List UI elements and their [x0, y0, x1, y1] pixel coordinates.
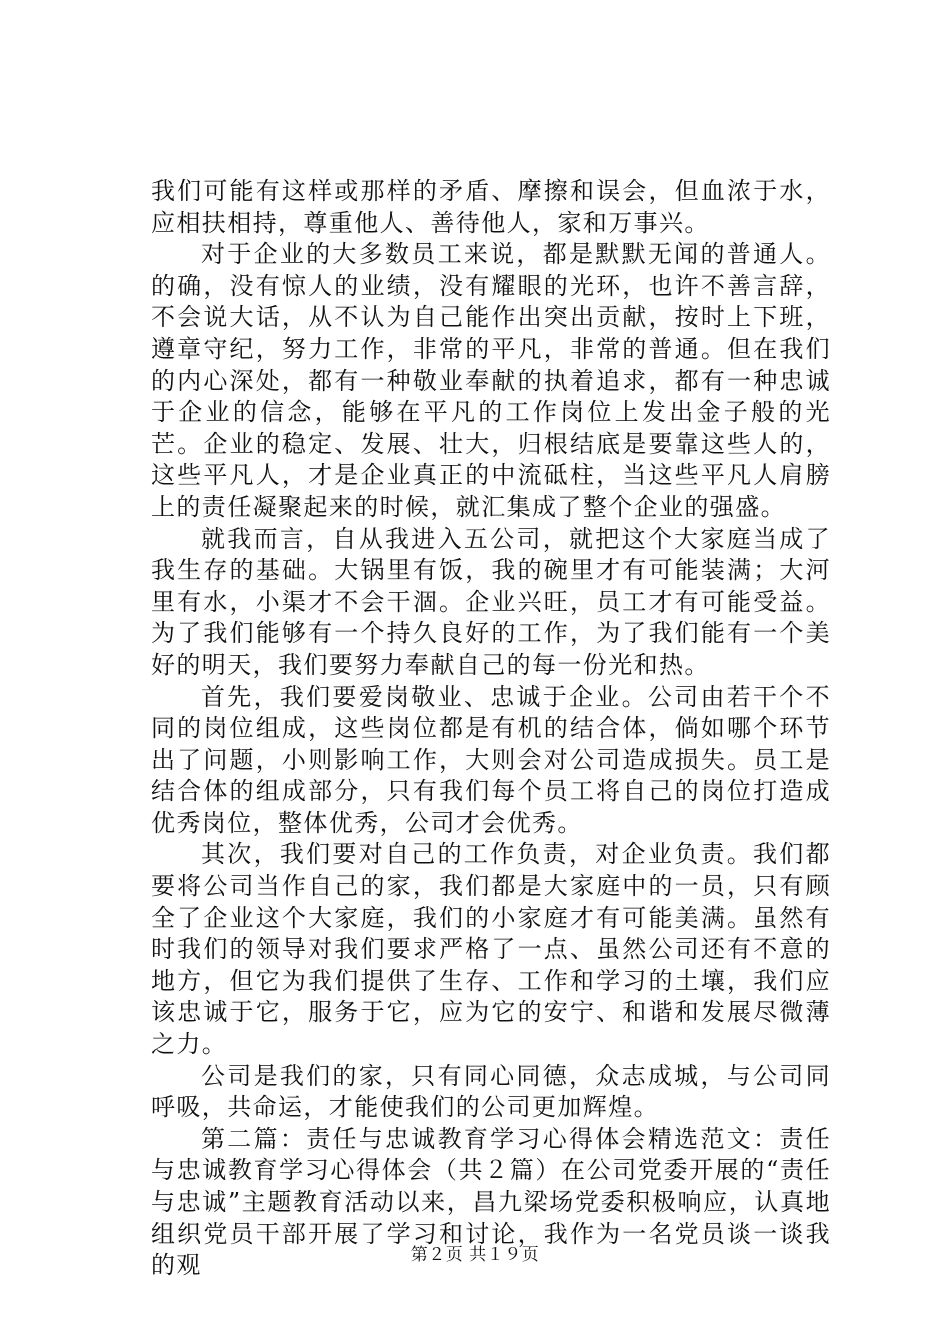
- paragraph-5: 其次，我们要对自己的工作负责，对企业负责。我们都要将公司当作自己的家，我们都是大家庭中的一员，只有顾全了企业这个大家庭，我们的小家庭才有可能美满。虽然有时我们的领导对我们要求严格了一点、虽然公司还有不意的地方，但它为我们提供了生存、工作和学习的土壤，我们应该忠诚于它，服务于它，应为它的安宁、和谐和发展尽微薄之力。: [151, 840, 831, 1059]
- page-footer: 第２页 共１９页: [410, 1245, 540, 1265]
- paragraph-4: 首先，我们要爱岗敬业、忠诚于企业。公司由若干个不同的岗位组成，这些岗位都是有机的结合体，倘如哪个环节出了问题，小则影响工作，大则会对公司造成损失。员工是结合体的组成部分，只有我们每个员工将自己的岗位打造成优秀岗位，整体优秀，公司才会优秀。: [151, 682, 831, 837]
- paragraph-3: 就我而言，自从我进入五公司，就把这个大家庭当成了我生存的基础。大锅里有饭，我的碗里才有可能装满；大河里有水，小渠才不会干涸。企业兴旺，员工才有可能受益。为了我们能够有一个持久良好的工作，为了我们能有一个美好的明天，我们要努力奉献自己的每一份光和热。: [151, 524, 831, 679]
- paragraph-1: 我们可能有这样或那样的矛盾、摩擦和误会，但血浓于水，应相扶相持，尊重他人、善待他人，家和万事兴。: [151, 177, 831, 237]
- paragraph-2: 对于企业的大多数员工来说，都是默默无闻的普通人。的确，没有惊人的业绩，没有耀眼的光环，也许不善言辞，不会说大话，从不认为自己能作出突出贡献，按时上下班，遵章守纪，努力工作，非常的平凡，非常的普通。但在我们的内心深处，都有一种敬业奉献的执着追求，都有一种忠诚于企业的信念，能够在平凡的工作岗位上发出金子般的光芒。企业的稳定、发展、壮大，归根结底是要靠这些人的，这些平凡人，才是企业真正的中流砥柱，当这些平凡人肩膀上的责任凝聚起来的时候，就汇集成了整个企业的强盛。: [151, 240, 831, 521]
- paragraph-7: 第二篇：责任与忠诚教育学习心得体会精选范文：责任与忠诚教育学习心得体会（共２篇）在公司党委开展的“责任与忠诚”主题教育活动以来，昌九梁场党委积极响应，认真地组织党员干部开展了学习和讨论，我作为一名党员谈一谈我的观: [151, 1124, 831, 1280]
- document-body: [151, 176, 831, 1282]
- paragraph-6: 公司是我们的家，只有同心同德，众志成城，与公司同呼吸，共命运，才能使我们的公司更加辉煌。: [151, 1061, 831, 1122]
